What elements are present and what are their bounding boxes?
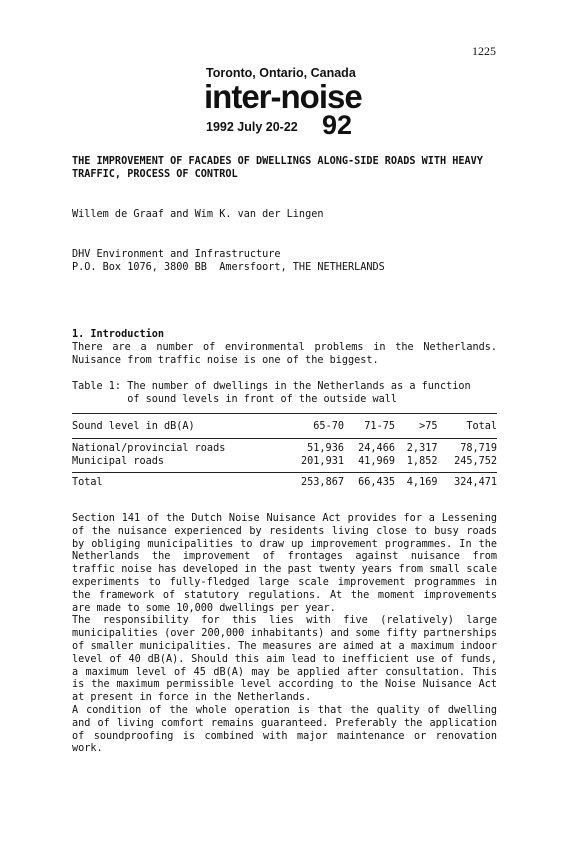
affiliation [72, 249, 385, 275]
body-text [72, 513, 497, 756]
section-heading: 1. Introduction [72, 329, 165, 340]
table-cell: Municipal roads [72, 456, 284, 473]
paper-title: THE IMPROVEMENT OF FACADES OF DWELLINGS ALONG-SIDE ROADS WITH HEAVY TRAFFIC, PROCESS OF CONTROL [72, 156, 483, 180]
table-row [72, 438, 497, 455]
body-paragraph: The responsibility for this lies with five (relatively) large municipalities (over 200,000 inhabitants) and some fifty partnerships of smaller municipalities. The measures are aimed at a maximum indoor level of 40 dB(A). Should this aim lead to inefficient use of funds, a maximum level of 45 dB(A) may be applied after consultation. This is the maximum permissible level according to the Noise Nuisance Act at present in force in the Netherlands. [72, 615, 497, 704]
intro-paragraph: There are a number of environmental problems in the Netherlands. Nuisance from traffic noise is one of the biggest. [72, 342, 497, 366]
table-caption-line: Table 1: The number of dwellings in the Netherlands as a function [72, 381, 471, 392]
table-total-row [72, 473, 497, 490]
table-row [72, 456, 497, 473]
dwellings-table [72, 413, 497, 490]
body-paragraph: A condition of the whole operation is that the quality of dwelling and of living comfort remains guaranteed. Preferably the application of soundproofing is combined with major maintenance or renovation work. [72, 704, 497, 755]
conference-year: 92 [322, 110, 353, 140]
table-cell: 324,471 [454, 477, 497, 489]
conference-location: Toronto, Ontario, Canada [206, 66, 356, 80]
table-cell: 24,466 [358, 442, 395, 454]
table-cell: 253,867 [301, 477, 344, 489]
table-caption-line: of sound levels in front of the outside wall [72, 393, 398, 405]
table-cell: National/provincial roads [72, 442, 226, 454]
page-number: 1225 [472, 44, 496, 58]
table-header-row [72, 414, 497, 439]
table-cell: 4,169 [406, 477, 438, 489]
table-cell: 78,719 [460, 442, 497, 454]
table-cell: 1,852 [395, 456, 438, 473]
table-header-cell: >75 [395, 414, 438, 439]
table-header-cell: Total [437, 414, 497, 439]
table-cell: 51,936 [307, 442, 344, 454]
table-header-cell: 65-70 [284, 414, 343, 439]
table-cell: 245,752 [437, 456, 497, 473]
body-paragraph: Section 141 of the Dutch Noise Nuisance Act provides for a Lessening of the nuisance experienced by residents living close to busy roads by obliging municipalities to draw up improvement programmes. In the Netherlands the improvement of frontages against nuisance from traffic noise has developed in the past twenty years from small scale experiments to fully-fledged large scale improvement programmes in the framework of statutory regulations. At the moment improvements are made to some 10,000 dwellings per year. [72, 513, 497, 614]
conference-dates: 1992 July 20-22 [206, 120, 298, 134]
table-cell: 2,317 [406, 442, 438, 454]
affiliation-organization: DHV Environment and Infrastructure [72, 249, 281, 260]
authors: Willem de Graaf and Wim K. van der Lingen [72, 209, 324, 220]
table-header-cell: 71-75 [344, 414, 395, 439]
table-cell: 201,931 [284, 456, 343, 473]
table-header-cell: Sound level in dB(A) [72, 414, 284, 439]
table-caption [72, 381, 471, 407]
table-cell: 66,435 [358, 477, 395, 489]
conference-logo: inter-noise [204, 78, 362, 115]
affiliation-address: P.O. Box 1076, 3800 BB Amersfoort, THE NETHERLANDS [72, 261, 385, 273]
table-cell: Total [72, 477, 103, 489]
table-cell: 41,969 [344, 456, 395, 473]
